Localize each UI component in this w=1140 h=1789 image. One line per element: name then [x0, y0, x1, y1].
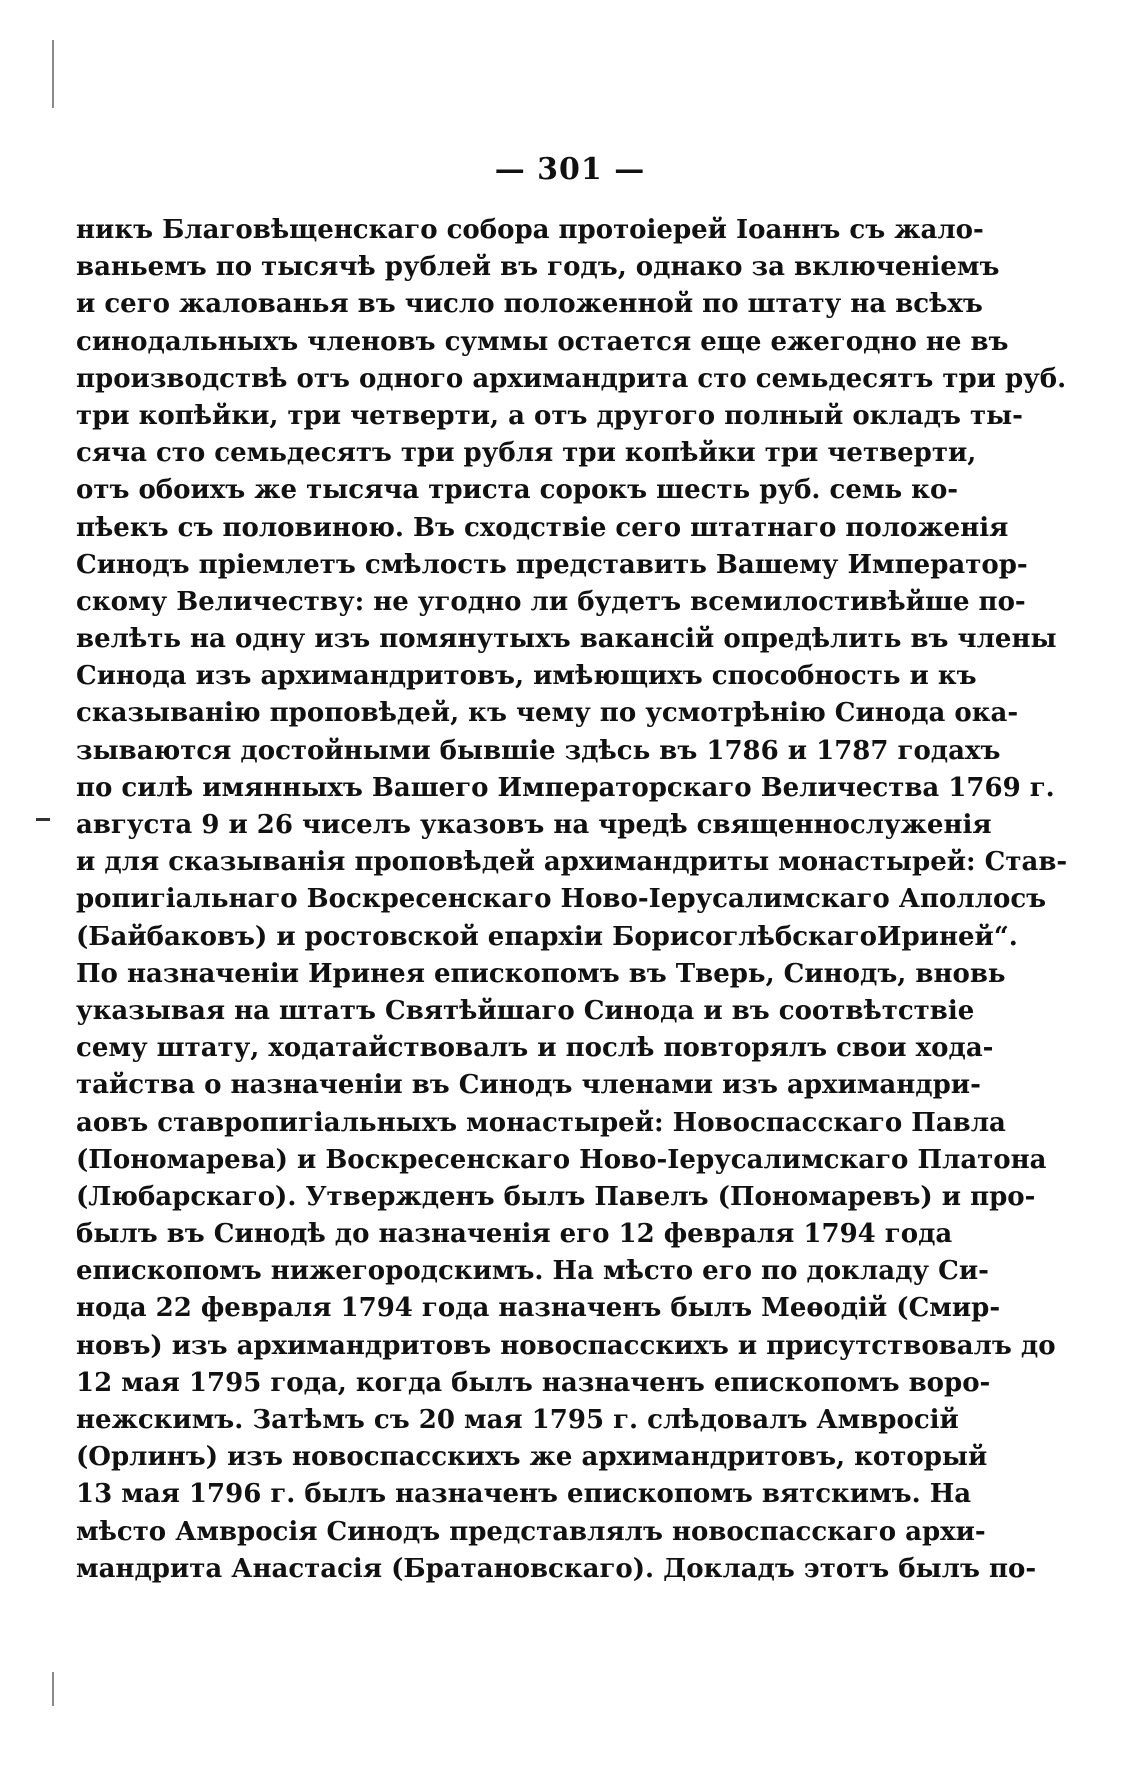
text-line: пѣекъ съ половиною. Въ сходствіе сего штатнаго положенія: [76, 512, 1009, 543]
text-line: мѣсто Амвросія Синодъ представлялъ новоспасскаго архи-: [76, 1516, 986, 1547]
text-line: По назначеніи Иринея епископомъ въ Тверь, Синодъ, вновь: [76, 958, 1006, 989]
body-text: [76, 212, 1068, 1588]
text-line: (Байбаковъ) и ростовской епархіи БорисоглѣбскагоИриней“.: [76, 921, 1018, 952]
text-line: (Пономарева) и Воскресенскаго Ново-Іерусалимскаго Платона: [76, 1144, 1047, 1175]
text-line: новъ) изъ архимандритовъ новоспасскихъ и присутствовалъ до: [76, 1330, 1056, 1361]
text-line: Синода изъ архимандритовъ, имѣющихъ способность и къ: [76, 661, 977, 692]
scan-edge-mark-top: [52, 40, 54, 108]
margin-dash-mark: [36, 818, 50, 821]
text-line: былъ въ Синодѣ до назначенія его 12 февраля 1794 года: [76, 1219, 953, 1250]
text-line: никъ Благовѣщенскаго собора протоіерей Іоаннъ съ жало-: [76, 215, 984, 245]
page-number: — 301 —: [494, 152, 646, 187]
text-line: нода 22 февраля 1794 года назначенъ былъ Меѳодій (Смир-: [76, 1293, 1001, 1324]
text-line: 13 мая 1796 г. былъ назначенъ епископомъ вятскимъ. На: [76, 1479, 972, 1510]
text-line: (Орлинъ) изъ новоспасскихъ же архимандритовъ, который: [76, 1442, 988, 1473]
text-line: зываются достойными бывшіе здѣсь въ 1786 и 1787 годахъ: [76, 735, 1001, 766]
text-line: три копѣйки, три четверти, а отъ другого полный окладъ ты-: [76, 400, 1023, 431]
text-line: мандрита Анастасія (Братановскаго). Докладъ этотъ былъ по-: [76, 1553, 1037, 1584]
text-line: указывая на штатъ Святѣйшаго Синода и въ соотвѣтствіе: [76, 995, 975, 1026]
text-line: 12 мая 1795 года, когда былъ назначенъ епископомъ воро-: [76, 1367, 991, 1398]
text-line: августа 9 и 26 чиселъ указовъ на чредѣ священнослуженія: [76, 810, 992, 840]
text-line: нежскимъ. Затѣмъ съ 20 мая 1795 г. слѣдовалъ Амвросій: [76, 1405, 959, 1435]
text-line: Синодъ пріемлетъ смѣлость представить Вашему Император-: [76, 549, 1028, 580]
text-line: велѣть на одну изъ помянутыхъ вакансій опредѣлить въ члены: [76, 624, 1057, 655]
text-line: синодальныхъ членовъ суммы остается еще ежегодно не въ: [76, 326, 1009, 357]
text-line: аовъ ставропигіальныхъ монастырей: Новоспасскаго Павла: [76, 1107, 1006, 1138]
text-line: епископомъ нижегородскимъ. На мѣсто его по докладу Си-: [76, 1256, 989, 1287]
text-line: отъ обоихъ же тысяча триста сорокъ шесть руб. семь ко-: [76, 475, 959, 506]
scan-edge-mark-bottom: [52, 1672, 54, 1706]
text-line: сказыванію проповѣдей, къ чему по усмотрѣнію Синода ока-: [76, 698, 1019, 729]
text-line: скому Величеству: не угодно ли будетъ всемилостивѣйше по-: [76, 586, 1026, 617]
text-line: ваньемъ по тысячѣ рублей въ годъ, однако за включеніемъ: [76, 252, 1000, 283]
text-line: тайства о назначеніи въ Синодъ членами изъ архимандри-: [76, 1070, 981, 1101]
text-line: (Любарскаго). Утвержденъ былъ Павелъ (Пономаревъ) и про-: [76, 1181, 1036, 1212]
text-line: сяча сто семьдесятъ три рубля три копѣйки три четверти,: [76, 438, 977, 469]
text-line: и сего жалованья въ число положенной по штату на всѣхъ: [76, 289, 983, 320]
text-line: производствѣ отъ одного архимандрита сто семьдесятъ три руб.: [76, 363, 1067, 394]
text-line: сему штату, ходатайствовалъ и послѣ повторялъ свои хода-: [76, 1033, 994, 1064]
text-line: ропигіальнаго Воскресенскаго Ново-Іерусалимскаго Аполлосъ: [76, 884, 1047, 915]
text-line: и для сказыванія проповѣдей архимандриты монастырей: Став-: [76, 847, 1068, 878]
text-line: по силѣ имянныхъ Вашего Императорскаго Величества 1769 г.: [76, 772, 1055, 803]
